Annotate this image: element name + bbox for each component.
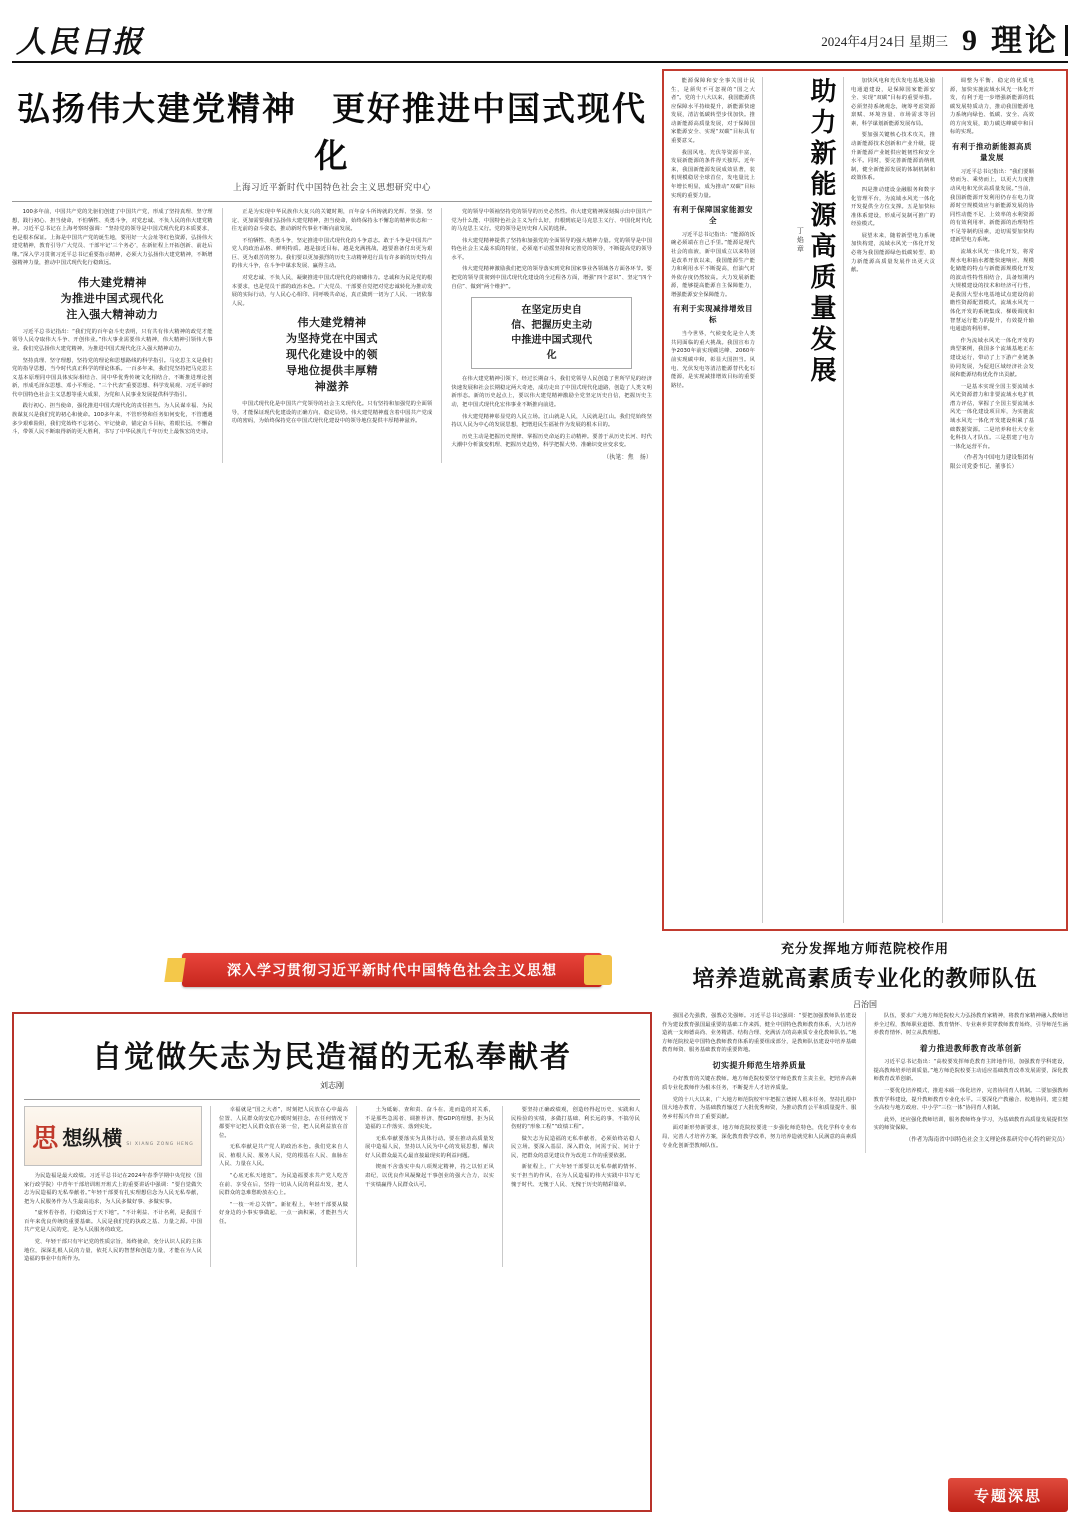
page-number: 9 (962, 24, 977, 57)
section-badge: 专题深思 (948, 1478, 1068, 1512)
column-divider (222, 208, 223, 463)
column-divider (843, 77, 844, 923)
paragraph: 100多年前，中国共产党的先驱们创建了中国共产党，形成了坚持真理、坚守理想，践行初心、担当使命，不怕牺牲、英勇斗争，对党忠诚、不负人民的伟大建党精神。习近平总书记在上海考察时强调：“坚持党的领导是中国式现代化的本质要求，也是根本保证。上海是中国共产党的诞生地，要用好一大会址等红色资源，弘扬伟大建党精神，教育引导广大党员、干部牢记‘三个务必’，在新征程上开拓创新、前赴后继。”深入学习贯彻习近平总书记重要指示精神，必须大力弘扬伟大建党精神，不断增强精神力量，推动中国式现代化行稳致远。 (12, 209, 213, 267)
article-box-subhead-3: 有利于推动新能源高质量发展 (952, 142, 1032, 162)
paragraph: 伟大建党精神彰显党的人民立场。江山就是人民，人民就是江山。我们党始终坚持以人民为中心的发展思想，把增进民生福祉作为发展的根本目的。 (451, 413, 653, 429)
paragraph: 幸福就是“国之大者”，时刻把人民放在心中最高位置、人民群众的安危冷暖时刻挂念，在任何情况下都要牢记把人民群众放在第一位，把人民利益放在首位。 (219, 1107, 348, 1139)
banner-left-tag-icon (164, 958, 185, 982)
masthead (12, 0, 1068, 63)
paragraph: 伟大建党精神激励我们把党的领导落实到党和国家事业各领域各方面各环节。要把党的领导贯彻到中国式现代化建设的全过程各方面，增强“四个意识”、坚定“四个自信”、做到“两个维护”。 (451, 266, 653, 290)
section-name: 理论 (991, 25, 1068, 56)
paragraph: 展望未来，随着新型电力系统加快构建，流域水风光一体化开发必将为我国能源绿色低碳转型、助力新能源高质量发展作出更大贡献。 (851, 232, 935, 274)
paragraph: 此外，还应强化教师培训，服务教师终身学习，为基础教育高质量发展提供坚实的师资保障。 (873, 1116, 1068, 1132)
article-box-byline: 丁焰章 (796, 227, 805, 254)
article-bottom-column-3 (365, 1106, 494, 1267)
paragraph: 能源保障和安全事关国计民生，是须臾不可忽视的“国之大者”。党的十八大以来，我国能源供应保障水平持续提升，新能源快速发展，清洁低碳转型步伐加快。推动新能源高质量发展，对于保障国家能源安全、实现“双碳”目标具有重要意义。 (671, 78, 755, 145)
paragraph: 对党忠诚、不负人民，凝聚推进中国式现代化的磅礴伟力。忠诚和为民是党的根本要求，也是党员干部的政治本色。广大党员、干部要自觉把对党忠诚转化为推动发展的实际行动，与人民心心相印、同呼吸共命运，真正做到一切为了人民、一切依靠人民。 (231, 275, 433, 307)
article-bottom-column-2 (219, 1106, 348, 1267)
newspaper-logo: 人民日报 (16, 25, 144, 60)
column-divider (942, 77, 943, 923)
article-bottom-columns (24, 1106, 640, 1267)
column-logo (24, 1106, 202, 1166)
masthead-right (821, 25, 1068, 58)
article-main-column-2 (232, 208, 433, 463)
article-bottom (12, 1012, 652, 1512)
paragraph: 一是基本实现全国主要流域水风光资源潜力和非要流域水电扩机潜力评估，掌握了全国主要流域水风光一体化建设项目库，为实施流域水风光一体化开发建设积累了基础数据资源。二是培养和壮大专业化科技人才队伍。三是搭建了电力一体化运营平台。 (950, 383, 1034, 450)
column-divider (502, 1106, 503, 1267)
column-logo-big-char: 思 (32, 1123, 59, 1154)
paragraph: 历史主动是把握历史规律、掌握历史命运的主动精神。要善于从历史长河、时代大潮中分析演变机理、把握历史趋势，科学把握大势、准确识变应变求变。 (451, 433, 653, 449)
paragraph: 当今世界，气候变化是全人类共同面临的重大挑战。我国宣布力争2030年前实现碳达峰、2060年前实现碳中和，彰显大国担当。风电、光伏发电等清洁能源替代化石能源，是实现减排增效目标的重要路径。 (671, 331, 755, 389)
article-box-column-3 (950, 77, 1034, 923)
article-mid-right-author: 吕治国 (853, 1000, 877, 1009)
article-mid-right-column-1 (662, 1012, 857, 1153)
divider (24, 1099, 640, 1100)
issue-date: 2024年4月24日 星期三 (821, 34, 948, 49)
article-main-subhead-3: 在坚定历史自 信、把握历史主动 中推进中国式现代 化 (471, 297, 632, 369)
column-divider (441, 208, 442, 463)
column-logo-pinyin: SI XIANG ZONG HENG (126, 1141, 194, 1147)
paragraph: 土为砥砺、查和责、奋斗在、进而造的对关系，不是那些急需者、调推荐济、赞GDP的理想，拒为民造福的工作落实、落到实处。 (365, 1107, 494, 1131)
article-bottom-column-1 (24, 1106, 202, 1267)
article-box-source: （作者为中国电力建设集团有限公司党委书记、董事长） (950, 455, 1034, 471)
paragraph: 在伟大建党精神引领下，经过长期奋斗，我们党领导人民创造了世所罕见的经济快速发展和社会长期稳定两大奇迹，成功走出了中国式现代化道路，创造了人类文明新形态。新的历史起点上，要以伟大建党精神激励全党坚定历史自信，把握历史主动，把中国式现代化宏伟事业不断推向前进。 (451, 376, 653, 408)
article-box (662, 69, 1068, 931)
paragraph: 习近平总书记指出：“能源的饭碗必须端在自己手里。”能源是现代社会的血液，新中国成立以来特别是改革开放以来，我国能源生产能力和利用水平不断提高，但油气对外依存度仍然较高。大力发展新能源，能够提高能源自主保障能力，增强能源安全保障能力。 (671, 231, 755, 298)
bottom-area (12, 1012, 1068, 1512)
article-box-column-2 (851, 77, 935, 923)
page-title: 弘扬伟大建党精神 更好推进中国式现代化 (17, 89, 647, 175)
paragraph: “虚怀若谷者，行稳致远于天下地”。“不计利益、不计名利，是我国千百年来优良传统的重要基础。人民是我们党的执政之基、力量之源。中国共产党是人民的党，是为人民服务的政党。 (24, 1210, 202, 1234)
paragraph: 为民造福是最大政绩。习近平总书记在2024年春季学期中央党校（国家行政学院）中青年干部培训班开班式上的重要讲话中强调：“要自觉做矢志为民造福的无私奉献者。”年轻干部要有扎实理想信念为人民无私奉献，把为人民服务作为人生最高追求，为人民多做好事、多做实事。 (24, 1173, 202, 1205)
article-box-subhead-2: 有利于实现减排增效目标 (673, 304, 753, 325)
paragraph: 锲而不舍落实中央八项规定精神，持之以恒正风肃纪，以优良作风凝聚起干事创业的强大合力，以实干实绩赢得人民群众认可。 (365, 1164, 494, 1188)
paragraph: 习近平总书记指出：“我们要顺势而为、乘势而上，以更大力度推动风电和光伏高质量发展。”当前，我国新能源开发利用仍存在电力资源时空规模效应与新能源发展的协同性动能不足、上效率的水利资源的有效利用率、新能源的治理特性不足等制约因素，迫切需要加快构建新型电力系统。 (950, 168, 1034, 244)
article-mid-right-subhead-2: 着力推进教师教育改革创新 (919, 1042, 1022, 1053)
article-main-subhead-1: 伟大建党精神 为推进中国式现代化 注入强大精神动力 (60, 276, 165, 321)
article-box-column-1 (671, 77, 755, 923)
paragraph: “心底无私天地宽”。为民造福要求共产党人吃苦在前、享受在后，坚持一切从人民的利益出发，把人民群众的急难愁盼放在心上。 (219, 1173, 348, 1197)
paragraph: 党、年轻干部只有牢记党的性质宗旨，始终使命，充分认识人民的主体地位，深深扎根人民的力量，依托人民的智慧和创造力量，才能在为人民造福的事业中有所作为。 (24, 1239, 202, 1263)
paragraph: 党的十八大以来，广大地方师范院校牢牢把握立德树人根本任务，坚持扎根中国大地办教育，为基础教育输送了大批优秀师资，为推动教育公平和质量提升、服务乡村振兴作出了重要贡献。 (662, 1096, 857, 1120)
article-main-subhead-2: 伟大建党精神 为坚持党在中国式 现代化建设中的领 导地位提供丰厚精 神滋养 (286, 316, 378, 394)
article-box-subhead-1: 有利于保障国家能源安全 (673, 205, 753, 225)
paragraph: 不怕牺牲、英勇斗争，坚定推进中国式现代化的斗争意志。敢于斗争是中国共产党人的政治品格、鲜明特质。越是接近目标，越是充满挑战，越要准备付出更为艰巨、更为艰苦的努力。我们要以更加强烈的历史主动精神进行具有许多新的历史特点的伟大斗争，在斗争中谋求发展、赢得主动。 (231, 237, 433, 270)
paragraph: 做矢志为民造福的无私奉献者，必须始终站稳人民立场。要深入基层、深入群众，问需于民、问计于民，把群众的意见建议作为改进工作的重要依据。 (511, 1135, 640, 1159)
paragraph: 正是为实现中华民族伟大复兴的关键时期，百年奋斗所铸就的光辉、坚强、坚定、更加需要我们弘扬伟大建党精神，担当使命，始终保持永不懈怠的精神状态和一往无前的奋斗姿态，推动新时代事业不断向前发展。 (231, 209, 433, 233)
column-divider (762, 77, 763, 923)
paragraph: 加快风电和光伏发电基地及输电通道建设，是保障国家能源安全、实现“双碳”目标的重要举措。必须坚持系统观念，统筹考虑资源禀赋、环境容量、市场需求等因素，科学谋划新能源发展布局。 (851, 78, 935, 127)
article-bottom-author: 刘志刚 (320, 1081, 344, 1090)
paragraph: “一枝一叶总关情”。新征程上，年轻干部要从做好身边的小事实事做起，一点一滴积累，才能担当大任。 (219, 1201, 348, 1225)
banner-seal-icon (584, 955, 612, 985)
article-mid-right-body (662, 1012, 1068, 1512)
column-divider (210, 1106, 211, 1267)
article-mid-right-source: （作者为海南省中国特色社会主义理论体系研究中心特约研究员） (905, 1136, 1068, 1143)
article-main-columns (12, 208, 652, 463)
paragraph: 中国式现代化是中国共产党领导的社会主义现代化。只有坚持和加强党的全面领导，才能保证现代化建设的正确方向、稳定局势。伟大建党精神蕴含着中国共产党成功的密码，为始终保持党在中国式现代化建设中的领导地位提供丰厚精神滋养。 (231, 401, 433, 425)
paragraph: 习近平总书记指出：“高校要发挥师范教育主阵地作用，加强教育学科建设，提高教师培养培训质量。”地方师范院校要主动适应基础教育改革发展需要，深化教师教育改革创新。 (873, 1059, 1068, 1083)
paragraph: 要坚持正确政绩观，创造经得起历史、实践和人民检验的实绩，多做打基础、利长远的事，不搞劳民伤财的“形象工程”“政绩工程”。 (511, 1107, 640, 1131)
campaign-banner (182, 953, 602, 987)
paragraph: 强国必先强教，强教必先强师。习近平总书记强调：“要把加强教师队伍建设作为建设教育强国最重要的基础工作来抓，健全中国特色教师教育体系，大力培养造就一支师德高尚、业务精湛、结构合理、充满活力的高素质专业化教师队伍。”地方师范院校是中国特色教师教育体系的重要组成部分，是教师队伍建设中培养基础教育师资、服务基础教育的重要阵地。 (662, 1013, 857, 1054)
top-area (12, 69, 1068, 999)
paragraph: 要加强关键核心技术攻关，推动新能源技术创新和产业升级，提升新能源产业链供应链韧性和安全水平。同时，要完善新能源消纳机制，健全新能源发展的体制机制和政策体系。 (851, 132, 935, 182)
article-main-column-1 (12, 208, 213, 463)
article-main-column-3 (451, 208, 652, 463)
paragraph: 面对新形势新要求，地方师范院校要进一步强化师范特色，优化学科专业布局，完善人才培养方案，深化教育教学改革，努力培养造就党和人民满意的高素质专业化创新型教师队伍。 (662, 1125, 857, 1149)
paragraph: 我国风电、光伏等资源丰富，发展新能源的条件得天独厚。近年来，我国新能源发展成效显著，装机规模稳居全球首位，发电量比上年增长明显，成为推动“双碳”目标实现的重要力量。 (671, 149, 755, 199)
article-mid-right-kicker: 充分发挥地方师范院校作用 (780, 942, 949, 957)
paragraph: 四是推动建设金融服务和数字化管理平台，为流域水风光一体化开发提供全方位支撑。五是加快标准体系建设，形成可复制可推广的经验模式。 (851, 186, 935, 228)
paragraph: 调整为平衡、稳定的优质电源，加快实施流域水风光一体化开发，有利于进一步增强新能源的低碳发展特质动力，推动我国能源电力系统向绿色、低碳、安全、高效的方向发展，助力碳达峰碳中和目标的实现。 (950, 78, 1034, 136)
paragraph: 队伍，要求广大地方师范院校大力弘扬教育家精神，将教育家精神融入教师培养全过程，教师职业道德、教育情怀、专业素养贯穿教师教育始终，引导师范生涵养教育情怀、树立从教理想。 (873, 1013, 1068, 1037)
divider (12, 201, 652, 202)
article-box-title: 助力新能源高质量发展 (806, 77, 836, 387)
column-logo-rest: 想纵横 (62, 1125, 123, 1150)
paragraph: 一要优化培养模式，推进本硕一体化培养，完善协同育人机制。二要加强教师教育学科建设，提升教师教育专业化水平。三要深化产教融合、校地协同，建立健全高校与地方政府、中小学“三位一体”协同育人机制。 (873, 1088, 1068, 1112)
campaign-banner-text: 深入学习贯彻习近平新时代中国特色社会主义思想 (227, 963, 557, 979)
paragraph: 坚持真理、坚守理想，坚持党的理论和思想路线的科学指引。马克思主义是我们党的指导思想，当今时代真正科学的理论体系。一百多年来，我们党坚持把马克思主义基本原理同中国具体实际相结合、同中华优秀传统文化相结合，不断推进理论创新，形成毛泽东思想、邓小平理论、“三个代表”重要思想、科学发展观、习近平新时代中国特色社会主义思想等重大成果，为党和人民事业发展提供科学指引。 (12, 357, 213, 398)
paragraph: 作为流域水风光一体化开发的典型案例，我国多个流域基地正在建设运行，带动了上下游产业链条协同发展，为促进区域经济社会发展和能源结构优化作出贡献。 (950, 337, 1034, 379)
paragraph: 习近平总书记指出：“我们党的百年奋斗史表明，只有共有伟大精神的政党才能领导人民夺取伟大斗争、开创伟业。”伟大事业需要伟大精神，伟大精神引领伟大事业。我们党弘扬伟大建党精神，为推进中国式现代化注入强大精神动力。 (12, 328, 213, 353)
column-divider (356, 1106, 357, 1267)
article-bottom-column-4 (511, 1106, 640, 1267)
article-mid-right-title: 培养造就高素质专业化的教师队伍 (692, 966, 1038, 992)
paragraph: 伟大建党精神提供了坚持和加强党的全面领导的强大精神力量。党的领导是中国特色社会主义最本质的特征，必须毫不动摇坚持和完善党的领导，不断提高党的领导水平。 (451, 237, 653, 261)
article-main (12, 69, 652, 999)
article-main-byline: （执笔：焦 扬） (603, 453, 653, 461)
article-mid-right-subhead-1: 切实提升师范生培养质量 (712, 1059, 806, 1070)
article-mid-right-column-2 (874, 1012, 1069, 1153)
paragraph: 党的领导中领袖坚持党的领导的历史必然性。伟大建党精神深刻揭示出中国共产党为什么能、中国特色社会主义为什么好，归根到底是马克思主义行、中国化时代化的马克思主义行。党的领导是历史和人民的选择。 (451, 209, 653, 233)
article-mid-right-header (662, 938, 1068, 1010)
article-bottom-title: 自觉做矢志为民造福的无私奉献者 (92, 1040, 572, 1075)
paragraph: 办好教育的关键在教师。地方师范院校要坚守师范教育主责主业，把培养高素质专业化教师作为根本任务，不断提升人才培养质量。 (662, 1076, 857, 1092)
article-box-title-area (770, 77, 836, 923)
paragraph: 无私奉献要落实为具体行动。要在推动高质量发展中造福人民，坚持以人民为中心的发展思想，解决好人民群众最关心最直接最现实的利益问题。 (365, 1135, 494, 1159)
paragraph: 新征程上，广大年轻干部要以无私奉献的情怀、实干担当的作风，在为人民造福的伟大实践中书写无愧于时代、无愧于人民、无愧于历史的精彩篇章。 (511, 1164, 640, 1188)
paragraph: 践行初心、担当使命，强化推进中国式现代化的责任担当。为人民谋幸福、为民族谋复兴是我们党的初心和使命。100多年来，不管形势和任务如何变化，不管遭遇多少艰难险阻，我们党始终不忘初心、牢记使命，锚定奋斗目标，着眼长远，不懈奋斗，带领人民不断取得新的更大胜利，书写了中华民族几千年历史上最恢宏的史诗。 (12, 403, 213, 436)
paragraph: 无私奉献是共产党人的政治本色。我们党来自人民、植根人民、服务人民，党的根基在人民、血脉在人民、力量在人民。 (219, 1144, 348, 1168)
paragraph: 流域水风光一体化开发，将常规水电和抽水蓄能快速响应、规模化储能的特点与新能源规模化开发的波动性特性相结合，具备短期内大规模建设的技术和经济可行性，是我国大型水电基地试点建设的前瞻性资源配置模式，流域水风光一体化开发的系统集成、梯级调度和智慧运行能力的提升，有效提升输电通道的利用率。 (950, 249, 1034, 333)
column-divider (865, 1012, 866, 1153)
article-box-columns (671, 77, 1059, 923)
article-main-subhead: 上海习近平新时代中国特色社会主义思想研究中心 (232, 183, 431, 193)
